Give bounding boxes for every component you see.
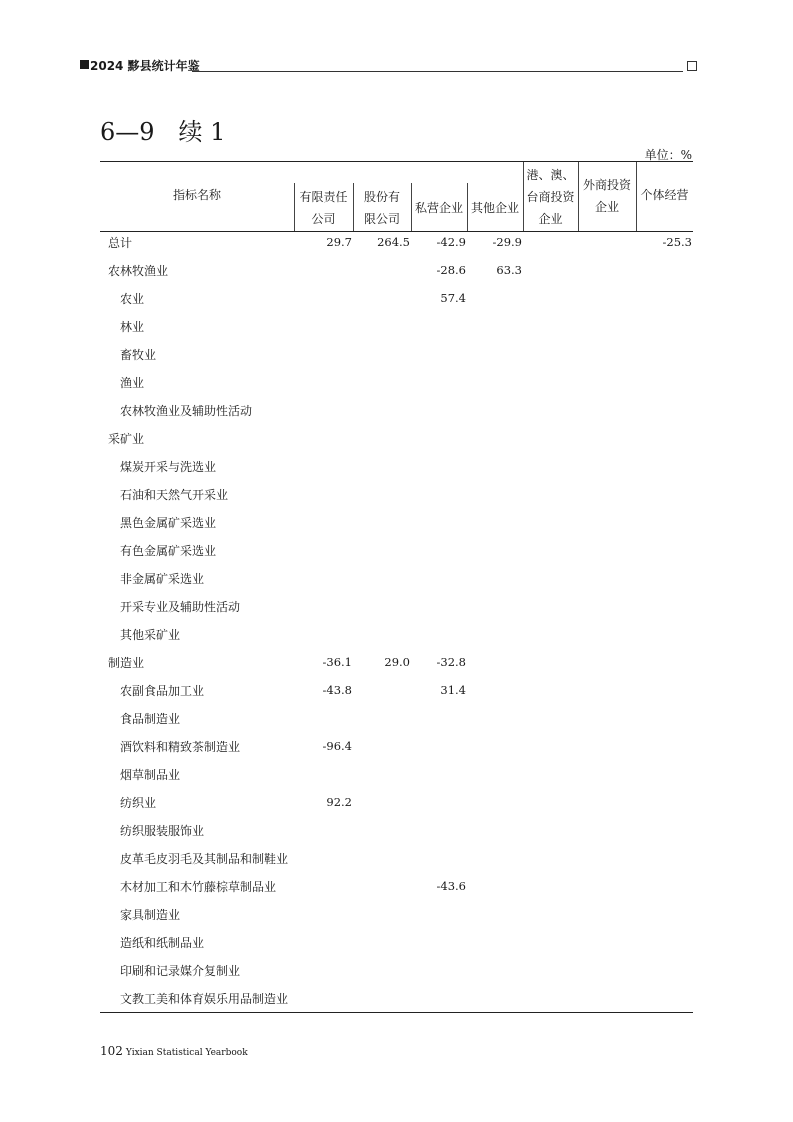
table-row: [100, 764, 693, 792]
table-row: [100, 400, 693, 428]
row-label: 石油和天然气开采业: [120, 488, 229, 502]
running-header: [80, 58, 697, 74]
table-row: [100, 904, 693, 932]
header-private: 私营企业: [414, 201, 463, 215]
row-label: 林业: [120, 320, 145, 334]
row-label: 文教工美和体育娱乐用品制造业: [120, 992, 289, 1006]
row-label: 农副食品加工业: [120, 684, 205, 698]
cell-c3: -43.6: [436, 879, 466, 893]
header-indicator-name: 指标名称: [172, 188, 221, 202]
table-row: [100, 568, 693, 596]
header-other: 其他企业: [470, 201, 519, 215]
row-label: 制造业: [108, 656, 145, 670]
cell-c1: -96.4: [322, 739, 352, 753]
cell-c2: 264.5: [377, 235, 410, 249]
table-row: [100, 596, 693, 624]
cell-c2: 29.0: [384, 655, 410, 669]
cell-c1: -36.1: [322, 655, 352, 669]
row-label: 农业: [120, 292, 145, 306]
cell-c4: -29.9: [492, 235, 522, 249]
header-hk-macao-taiwan: 港、澳、 台商投资 企业: [526, 168, 575, 226]
row-label: 木材加工和木竹藤棕草制品业: [120, 880, 277, 894]
header-rule: [192, 71, 683, 72]
cell-c1: -43.8: [322, 683, 352, 697]
row-label: 皮革毛皮羽毛及其制品和制鞋业: [120, 852, 289, 866]
cell-c3: 31.4: [440, 683, 466, 697]
table-row: [100, 736, 693, 764]
table-row: [100, 792, 693, 820]
table-row: [100, 680, 693, 708]
table-row: [100, 820, 693, 848]
header-llc: 有限责任 公司: [299, 190, 348, 226]
row-label: 总计: [108, 236, 133, 250]
table-row: [100, 372, 693, 400]
cell-c1: 92.2: [326, 795, 352, 809]
row-label: 其他采矿业: [120, 628, 181, 642]
table-row: [100, 344, 693, 372]
page-number: 102: [100, 1044, 123, 1058]
row-label: 纺织业: [120, 796, 157, 810]
row-label: 烟草制品业: [120, 768, 181, 782]
row-label: 非金属矿采选业: [120, 572, 205, 586]
hollow-square-icon: [687, 61, 697, 71]
running-title: 2024 黟县统计年鉴: [90, 59, 200, 73]
row-label: 纺织服装服饰业: [120, 824, 205, 838]
table-row: [100, 316, 693, 344]
table-title: 6—9 续 1: [100, 118, 226, 146]
header-foreign: 外商投资 企业: [582, 178, 631, 214]
unit-label: 单位：%: [644, 148, 692, 162]
table-row: [100, 876, 693, 904]
cell-c3: -28.6: [436, 263, 466, 277]
row-label: 造纸和纸制品业: [120, 936, 205, 950]
header-joint-stock: 股份有 限公司: [363, 190, 400, 226]
row-label: 煤炭开采与洗选业: [120, 460, 217, 474]
row-label: 农林牧渔业: [108, 264, 169, 278]
table-row: [100, 652, 693, 680]
row-label: 畜牧业: [120, 348, 157, 362]
row-label: 黑色金属矿采选业: [120, 516, 217, 530]
table-row: [100, 260, 693, 288]
row-label: 家具制造业: [120, 908, 181, 922]
cell-c3: 57.4: [440, 291, 466, 305]
table-row: [100, 932, 693, 960]
cell-c7: -25.3: [662, 235, 692, 249]
table-row: [100, 960, 693, 988]
table-row: [100, 456, 693, 484]
book-title: Yixian Statistical Yearbook: [125, 1048, 248, 1058]
square-bullet-icon: [80, 60, 89, 69]
row-label: 渔业: [120, 376, 145, 390]
cell-c3: -42.9: [436, 235, 466, 249]
row-label: 印刷和记录媒介复制业: [120, 964, 241, 978]
row-label: 开采专业及辅助性活动: [120, 600, 241, 614]
header-individual: 个体经营: [640, 188, 689, 202]
row-label: 酒饮料和精致茶制造业: [120, 740, 241, 754]
table-row: [100, 512, 693, 540]
row-label: 有色金属矿采选业: [120, 544, 217, 558]
page-footer: [100, 1040, 248, 1059]
table-row: [100, 288, 693, 316]
cell-c1: 29.7: [326, 235, 352, 249]
table-row: [100, 988, 693, 1016]
cell-c4: 63.3: [496, 263, 522, 277]
table-row: [100, 848, 693, 876]
table-top-rule: [100, 161, 693, 162]
table-row: [100, 540, 693, 568]
table-row: [100, 708, 693, 736]
table-row: [100, 624, 693, 652]
table-row: [100, 232, 693, 260]
row-label: 农林牧渔业及辅助性活动: [120, 404, 253, 418]
row-label: 食品制造业: [120, 712, 181, 726]
table-row: [100, 428, 693, 456]
cell-c3: -32.8: [436, 655, 466, 669]
table-row: [100, 484, 693, 512]
row-label: 采矿业: [108, 432, 145, 446]
